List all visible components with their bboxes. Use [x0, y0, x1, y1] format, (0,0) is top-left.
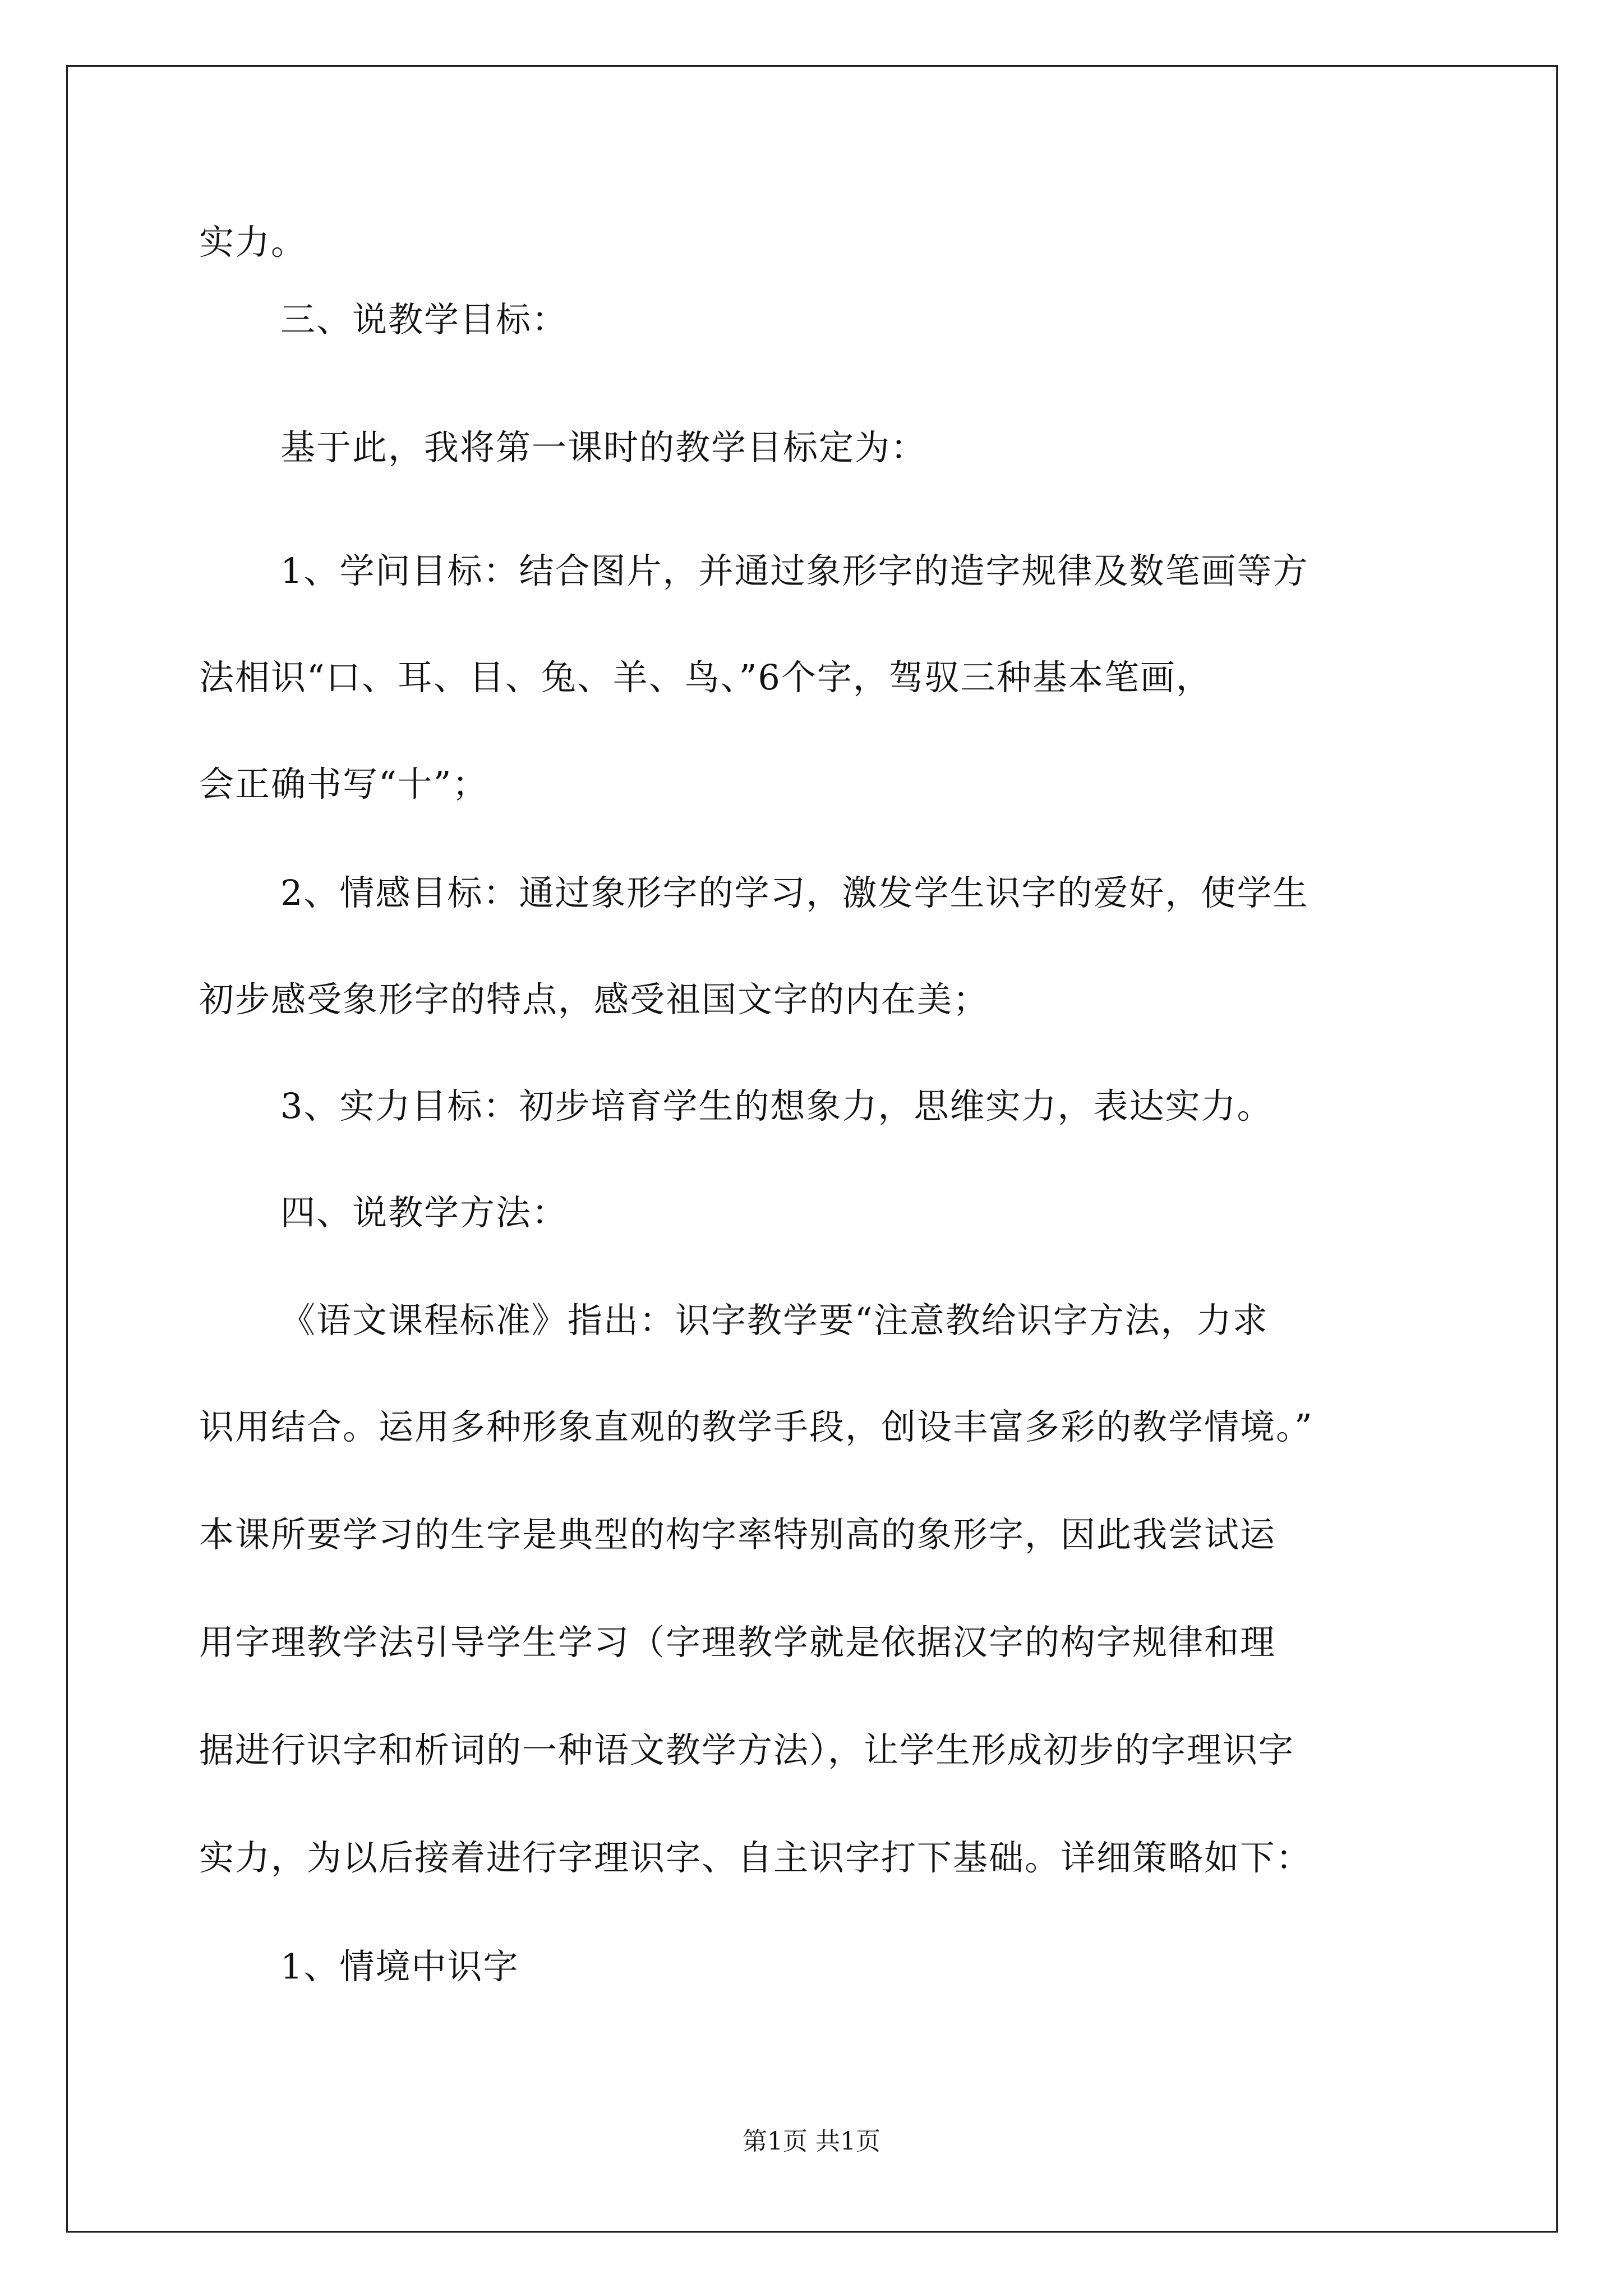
page-border — [66, 65, 1558, 2233]
section-heading: 三、说教学目标： — [280, 299, 568, 340]
paragraph-line: 1、学问目标：结合图片，并通过象形字的造字规律及数笔画等方 — [280, 550, 1309, 591]
page-footer: 第1页 共1页 — [743, 2127, 880, 2156]
paragraph-line: 2、情感目标：通过象形字的学习，激发学生识字的爱好，使学生 — [280, 872, 1309, 913]
paragraph-line: 《语文课程标准》指出：识字教学要“注意教给识字方法，力求 — [280, 1300, 1269, 1341]
text-line: 实力。 — [199, 222, 307, 263]
text-line: 法相识“口、耳、目、兔、羊、鸟、”6个字，驾驭三种基本笔画， — [199, 657, 1212, 698]
paragraph-line: 1、情境中识字 — [280, 1946, 519, 1987]
text-line: 本课所要学习的生字是典型的构字率特别高的象形字，因此我尝试运 — [199, 1514, 1276, 1555]
text-line: 实力，为以后接着进行字理识字、自主识字打下基础。详细策略如下： — [199, 1837, 1312, 1878]
text-line: 会正确书写“十”； — [199, 763, 488, 804]
text-line: 初步感受象形字的特点，感受祖国文字的内在美； — [199, 979, 989, 1020]
text-line: 据进行识字和析词的一种语文教学方法），让学生形成初步的字理识字 — [199, 1729, 1295, 1770]
text-line: 用字理教学法引导学生学习（字理教学就是依据汉字的构字规律和理 — [199, 1622, 1276, 1663]
text-line: 识用结合。运用多种形象直观的教学手段，创设丰富多彩的教学情境。” — [199, 1406, 1313, 1447]
section-heading: 四、说教学方法： — [280, 1192, 568, 1233]
paragraph-line: 基于此，我将第一课时的教学目标定为： — [280, 427, 927, 468]
paragraph-line: 3、实力目标：初步培育学生的想象力，思维实力，表达实力。 — [280, 1085, 1273, 1126]
